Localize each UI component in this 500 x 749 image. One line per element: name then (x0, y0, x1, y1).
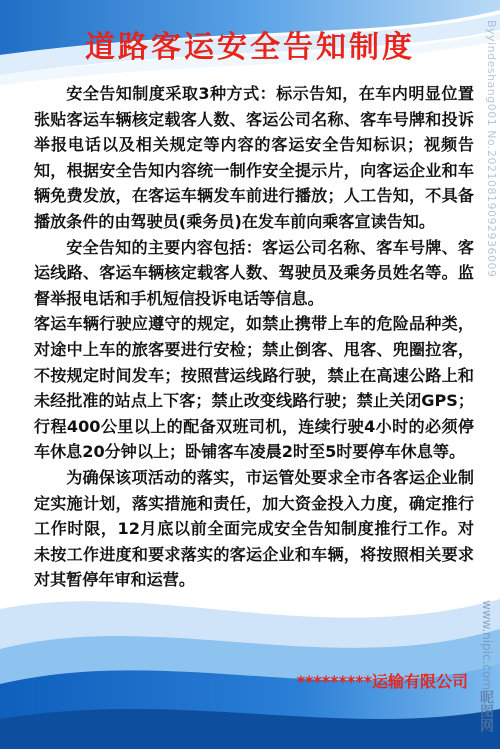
company-signature: *********运输有限公司 (296, 672, 468, 691)
paragraph-implementation: 为确保该项活动的落实，市运管处要求全市各客运企业制定实施计划，落实措施和责任，加大资金投入力度，确定推行工作时限，12月底以前全面完成安全告知制度推行工作。对未按工作进度和要求落实的客运企业和车辆，将按照相关要求对其暂停年审和运营。 (34, 467, 474, 590)
bottom-wave-decoration (0, 569, 500, 749)
notice-body (34, 81, 474, 593)
paragraph-methods: 安全告知制度采取3种方式：标示告知，在车内明显位置张贴客运车辆核定载客人数、客运公司名称、客车号牌和投诉举报电话以及相关规定等内容的客运安全告知标识；视频告知，根据安全告知内容统一制作安全提示片，向客运企业和车辆免费发放，在客运车辆发车前进行播放；人工告知，不具备播放条件的由驾驶员(乘务员)在发车前向乘客宣读告知。 (34, 84, 474, 231)
watermark-id: Byyindeshang001 No.20210819092936009 (485, 20, 498, 278)
watermark-url: www.nipic.com (480, 600, 494, 691)
paragraph-rules: 客运车辆行驶应遵守的规定，如禁止携带上车的危险品种类，对途中上车的旅客要进行安检；禁止倒客、甩客、兜圈拉客，不按规定时间发车；按照营运线路行驶，禁止在高速公路上和未经批准的站点上下客；禁止改变线路行驶；禁止关闭GPS；行程400公里以上的配备双班司机，连续行驶4小时的必须停车休息20分钟以上；卧铺客车凌晨2时至5时要停车休息等。 (34, 314, 474, 462)
paragraph-contents: 安全告知的主要内容包括：客运公司名称、客车号牌、客运线路、客运车辆核定载客人数、驾驶员及乘务员姓名等。监督举报电话和手机短信投诉电话等信息。 (34, 237, 474, 308)
poster-title: 道路客运安全告知制度 (85, 30, 415, 65)
watermark-logo: 昵图网 (478, 690, 494, 732)
